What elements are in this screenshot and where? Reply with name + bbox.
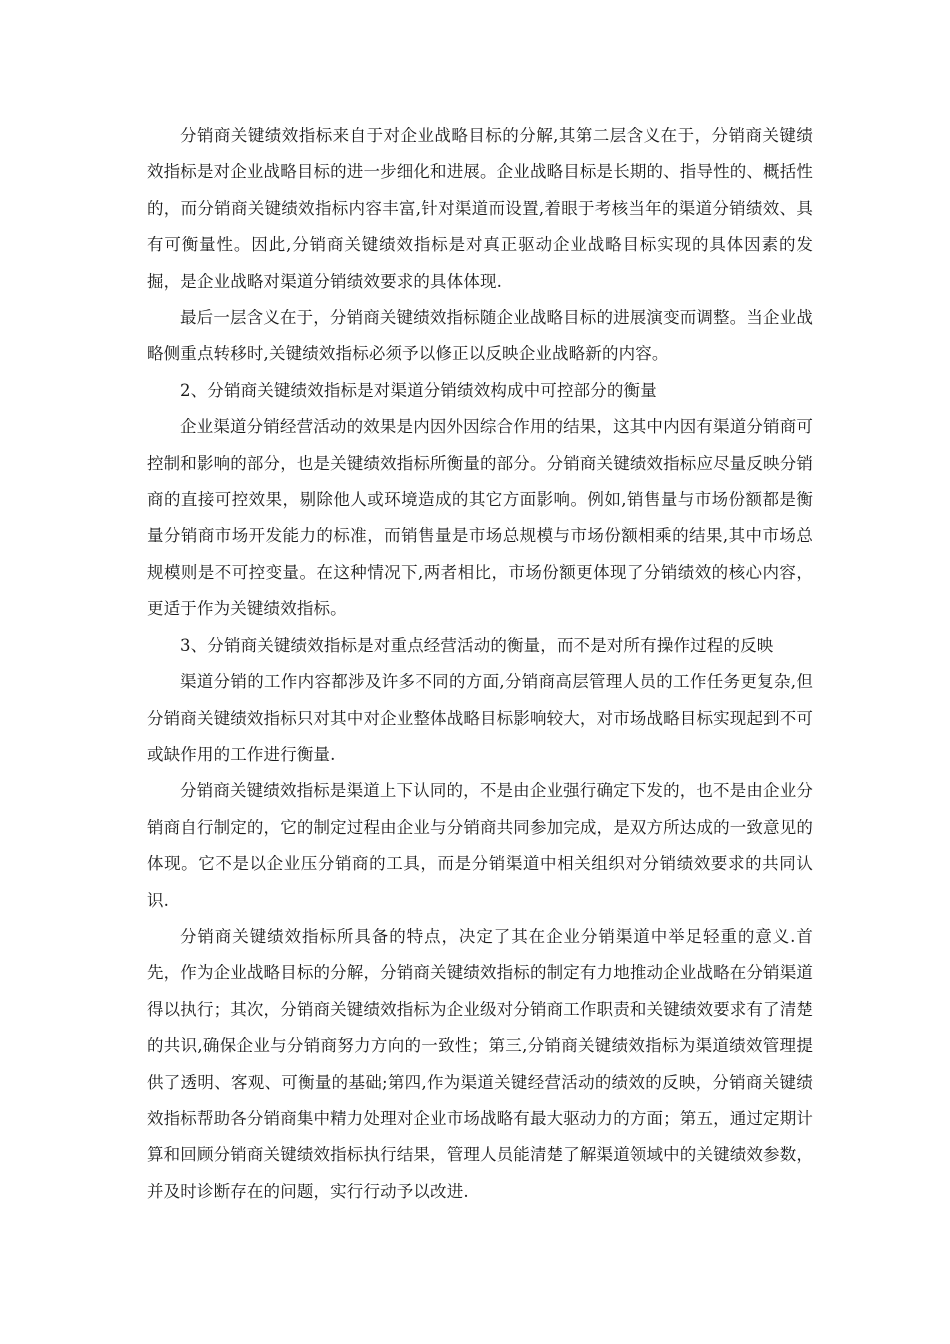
- paragraph-consensus: 分销商关键绩效指标是渠道上下认同的，不是由企业强行确定下发的，也不是由企业分销商自行制定的，它的制定过程由企业与分销商共同参加完成，是双方所达成的一致意见的体现。它不是以企业压分销商的工具，而是分销渠道中相关组织对分销绩效要求的共同认识.: [147, 781, 813, 910]
- section-heading-3: 3、分销商关键绩效指标是对重点经营活动的衡量，而不是对所有操作过程的反映: [180, 635, 774, 655]
- paragraph-controllable-part: 企业渠道分销经营活动的效果是内因外因综合作用的结果，这其中内因有渠道分销商可控制和影响的部分，也是关键绩效指标所衡量的部分。分销商关键绩效指标应尽量反映分销商的直接可控效果，剔除他人或环境造成的其它方面影响。例如,销售量与市场份额都是衡量分销商市场开发能力的标准，而销售量是市场总规模与市场份额相乘的结果,其中市场总规模则是不可控变量。在这种情况下,两者相比，市场份额更体现了分销绩效的核心内容，更适于作为关键绩效指标。: [147, 417, 813, 619]
- paragraph-significance: 分销商关键绩效指标所具备的特点，决定了其在企业分销渠道中举足轻重的意义.首先，作为企业战略目标的分解，分销商关键绩效指标的制定有力地推动企业战略在分销渠道得以执行；其次，分销商关键绩效指标为企业级对分销商工作职责和关键绩效要求有了清楚的共识,确保企业与分销商努力方向的一致性；第三,分销商关键绩效指标为渠道绩效管理提供了透明、客观、可衡量的基础;第四,作为渠道关键经营活动的绩效的反映，分销商关键绩效指标帮助各分销商集中精力处理对企业市场战略有最大驱动力的方面；第五，通过定期计算和回顾分销商关键绩效指标执行结果，管理人员能清楚了解渠道领域中的关键绩效参数，并及时诊断存在的问题，实行行动予以改进.: [147, 926, 813, 1201]
- paragraph-key-activities: 渠道分销的工作内容都涉及许多不同的方面,分销商高层管理人员的工作任务更复杂,但分销商关键绩效指标只对其中对企业整体战略目标影响较大，对市场战略目标实现起到不可或缺作用的工作进行衡量.: [147, 672, 813, 764]
- section-heading-2: 2、分销商关键绩效指标是对渠道分销绩效构成中可控部分的衡量: [180, 380, 657, 400]
- paragraph-kpi-second-meaning: 分销商关键绩效指标来自于对企业战略目标的分解,其第二层含义在于，分销商关键绩效指标是对企业战略目标的进一步细化和进展。企业战略目标是长期的、指导性的、概括性的，而分销商关键绩效指标内容丰富,针对渠道而设置,着眼于考核当年的渠道分销绩效、具有可衡量性。因此,分销商关键绩效指标是对真正驱动企业战略目标实现的具体因素的发掘，是企业战略对渠道分销绩效要求的具体体现.: [147, 126, 813, 291]
- paragraph-kpi-last-meaning: 最后一层含义在于，分销商关键绩效指标随企业战略目标的进展演变而调整。当企业战略侧重点转移时,关键绩效指标必须予以修正以反映企业战略新的内容。: [147, 308, 813, 364]
- document-body: [147, 118, 813, 1210]
